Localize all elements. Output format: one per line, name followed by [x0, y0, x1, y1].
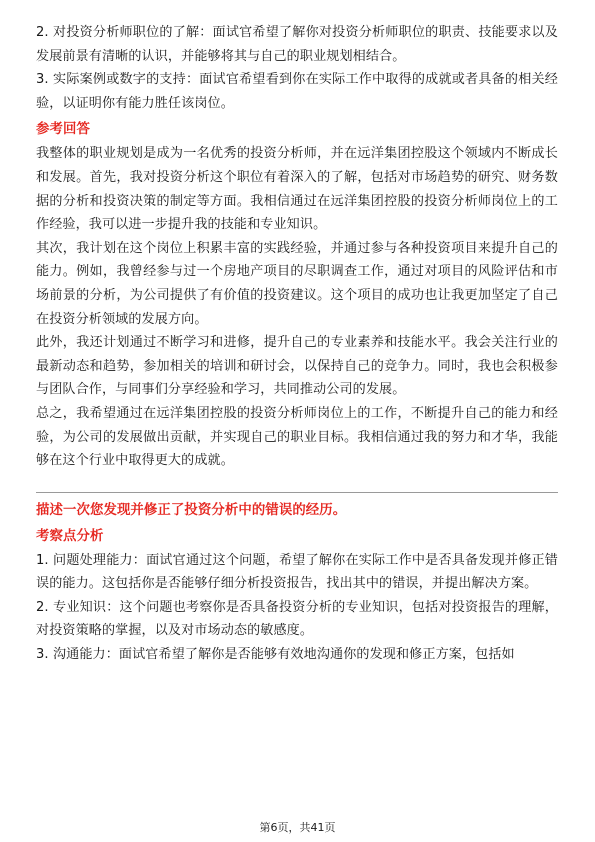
- analysis-point-2: 2. 对投资分析师职位的了解：面试官希望了解你对投资分析师职位的职责、技能要求以及发展前景有清晰的认识，并能够将其与自己的职业规划相结合。: [36, 25, 558, 64]
- answer-paragraph-3: 此外，我还计划通过不断学习和进修，提升自己的专业素养和技能水平。我会关注行业的最新动态和趋势，参加相关的培训和研讨会，以保持自己的竞争力。同时，我也会积极参与团队合作，与同事们分享经验和学习，共同推动公司的发展。: [36, 335, 558, 398]
- answer-paragraph-4: 总之，我希望通过在远洋集团控股的投资分析师岗位上的工作，不断提升自己的能力和经验，为公司的发展做出贡献，并实现自己的职业目标。我相信通过我的努力和才华，我能够在这个行业中取得更大的成就。: [36, 405, 558, 469]
- question-point-1: 1. 问题处理能力：面试官通过这个问题，希望了解你在实际工作中是否具备发现并修正错误的能力。这包括你是否能够仔细分析投资报告，找出其中的错误，并提出解决方案。: [36, 552, 558, 592]
- question-point-2: 2. 专业知识：这个问题也考察你是否具备投资分析的专业知识，包括对投资报告的理解，对投资策略的掌握，以及对市场动态的敏感度。: [36, 599, 558, 639]
- page-content: [36, 21, 558, 667]
- analysis-heading: 考察点分析: [36, 528, 104, 544]
- question-title: 描述一次您发现并修正了投资分析中的错误的经历。: [36, 502, 347, 518]
- reference-answer-heading: 参考回答: [36, 122, 90, 138]
- answer-paragraph-1: 我整体的职业规划是成为一名优秀的投资分析师，并在远洋集团控股这个领域内不断成长和发展。首先，我对投资分析这个职位有着深入的了解，包括对市场趋势的研究、财务数据的分析和投资决策的制定等方面。我相信通过在远洋集团控股的投资分析师岗位上的工作经验，我可以进一步提升我的技能和专业知识。: [36, 146, 558, 233]
- answer-paragraph-2: 其次，我计划在这个岗位上积累丰富的实践经验，并通过参与各种投资项目来提升自己的能力。例如，我曾经参与过一个房地产项目的尽职调查工作，通过对项目的风险评估和市场前景的分析，为公司提供了有价值的投资建议。这个项目的成功也让我更加坚定了自己在投资分析领域的发展方向。: [36, 240, 558, 327]
- analysis-point-3: 3. 实际案例或数字的支持：面试官希望看到你在实际工作中取得的成就或者具备的相关经验，以证明你有能力胜任该岗位。: [36, 72, 558, 111]
- question-point-3: 3. 沟通能力：面试官希望了解你是否能够有效地沟通你的发现和修正方案，包括如: [36, 647, 515, 663]
- page-number-footer: 第6页，共41页: [259, 821, 336, 834]
- section-divider: [36, 492, 558, 493]
